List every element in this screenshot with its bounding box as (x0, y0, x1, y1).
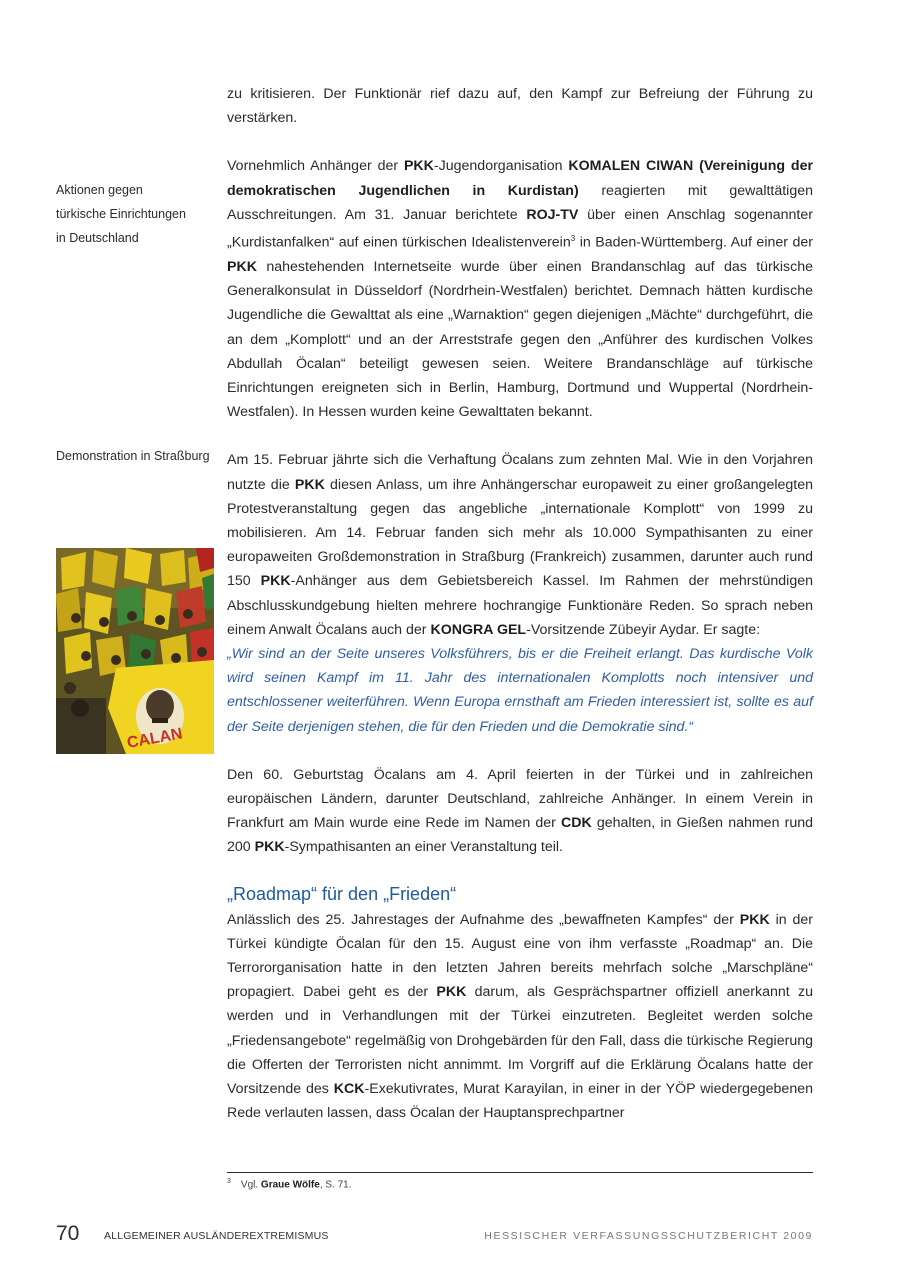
paragraph: zu kritisieren. Der Funktionär rief dazu auf, den Kampf zur Befreiung der Führung zu verstärken. (227, 86, 813, 127)
footer-publication-title: HESSISCHER VERFASSUNGSSCHUTZBERICHT 2009 (484, 1230, 813, 1242)
footnote-ref: 3 (570, 234, 576, 244)
main-text-column (227, 82, 813, 1125)
paragraph: Vornehmlich Anhänger der PKK-Jugendorganisation KOMALEN CIWAN (Vereinigung der demokratischen Jugendlichen in Kurdistan) reagierten mit gewalttätigen Ausschreitungen. Am 31. Januar berichtete ROJ-TV über einen Anschlag sogenannter „Kurdistanfalken“ auf einen türkischen Idealistenverein$^3$ in Baden-Württemberg. Auf einer der PKK nahestehenden Internetseite wurde über einen Brandanschlag auf das türkische Generalkonsulat in Düsseldorf (Nordrhein-Westfalen) berichtet. Demnach hätten kurdische Jugendliche die Gewalttat als eine „Warnaktion“ gegen diejenigen „Mächte“ durchgeführt, die an dem „Komplott“ und an der Arreststrafe gegen den „Anführer des kurdischen Volkes Abdullah Öcalan“ beteiligt gewesen seien. Weitere Brandanschläge auf türkische Einrichtungen ereigneten sich in Berlin, Hamburg, Dortmund und Wuppertal (Nordrhein-Westfalen). In Hessen wurden keine Gewalttaten bekannt. (227, 158, 814, 421)
margin-note-actions (56, 178, 216, 251)
protest-photo (56, 548, 214, 754)
footnote: $^3$ Vgl. Graue Wölfe, S. 71. (227, 1178, 352, 1191)
svg-text:CALAN: CALAN (125, 725, 184, 752)
footer-section-title: ALLGEMEINER AUSLÄNDEREXTREMISMUS (104, 1230, 329, 1242)
page-number: 70 (56, 1222, 80, 1245)
paragraph: Den 60. Geburtstag Öcalans am 4. April feierten in der Türkei und in zahlreichen europäischen Ländern, darunter Deutschland, zahlreiche Anhänger. In einem Verein in Frankfurt am Main wurde eine Rede im Namen der CDK gehalten, in Gießen nahmen rund 200 PKK-Sympathisanten an einer Veranstaltung teil. (227, 766, 813, 856)
margin-note-demonstration: Demonstration in Straßburg (56, 449, 210, 463)
paragraph: Anlässlich des 25. Jahrestages der Aufnahme des „bewaffneten Kampfes“ der PKK in der Türkei kündigte Öcalan für den 15. August eine von ihm verfasste „Roadmap“ an. Die Terrororganisation hatte in den letzten Jahren bereits mehrfach solche „Marschpläne“ propagiert. Dabei geht es der PKK darum, als Gesprächspartner offiziell anerkannt zu werden und in Verhandlungen mit der Türkei einzutreten. Begleitet werden solche „Friedensangebote“ regelmäßig von Drohgebärden für den Fall, dass die türkische Regierung die Offerten der Terroristen nicht annimmt. Im Vorgriff auf die Erklärung Öcalans hatte der Vorsitzende des KCK-Exekutivrates, Murat Karayilan, in einer in der YÖP wiedergegebenen Rede verlauten lassen, dass Öcalan der Hauptansprechpartner (227, 911, 813, 1122)
margin-note-line: türkische Einrichtungen (56, 207, 186, 222)
section-heading: „Roadmap“ für den „Frieden“ (227, 883, 457, 904)
margin-note-line: in Deutschland (56, 231, 139, 246)
margin-note-line: Aktionen gegen (56, 183, 143, 197)
footnote-divider (227, 1172, 813, 1173)
paragraph: Am 15. Februar jährte sich die Verhaftung Öcalans zum zehnten Mal. Wie in den Vorjahren nutzte die PKK diesen Anlass, um ihre Anhängerschar europaweit zu einer großangelegten Protestveranstaltung gegen das angebliche „internationale Komplott“ von 1999 zu mobilisieren. Am 14. Februar fanden sich mehr als 10.000 Sympathisanten zu einer europaweiten Großdemonstration in Straßburg (Frankreich) zusammen, darunter auch rund 150 PKK-Anhänger aus dem Gebietsbereich Kassel. Im Rahmen der mehrstündigen Abschlusskundgebung hielten mehrere hochrangige Funktionäre Reden. So sprach neben einem Anwalt Öcalans auch der KONGRA GEL-Vorsitzende Zübeyir Aydar. Er sagte: (227, 452, 813, 638)
quotation: „Wir sind an der Seite unseres Volksführers, bis er die Freiheit erlangt. Das kurdische Volk wird seinen Kampf im 11. Jahr des internationalen Komplotts noch intensiver und entschlossener weiterführen. Wenn Europa ernsthaft am Frieden interessiert ist, sollte es auf der Seite derjenigen stehen, die für den Frieden und die Demokratie sind.“ (227, 646, 813, 735)
